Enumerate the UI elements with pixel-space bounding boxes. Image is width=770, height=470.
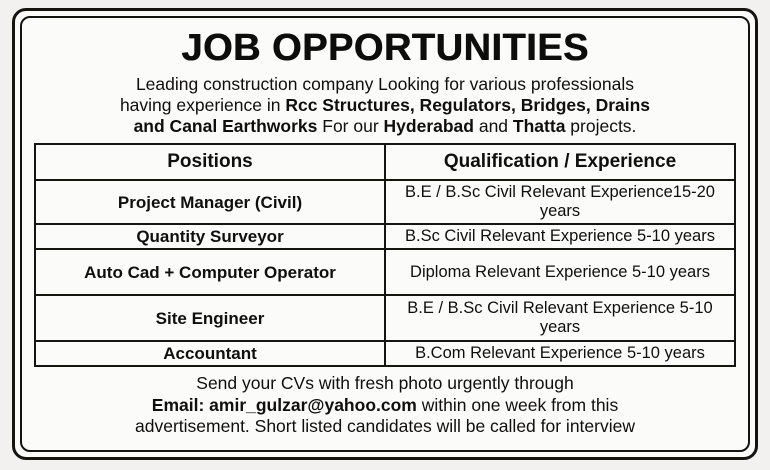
intro-disciplines-1: Rcc Structures, Regulators, Bridges, Drains	[285, 95, 651, 115]
cell-qualification: B.Sc Civil Relevant Experience 5-10 years	[385, 224, 735, 249]
cell-position: Site Engineer	[35, 295, 385, 341]
ad-intro-paragraph	[38, 74, 732, 137]
intro-location-1: Hyderabad	[383, 116, 474, 136]
footer-email-line	[34, 395, 736, 416]
ad-headline: JOB OPPORTUNITIES	[181, 27, 589, 69]
table-row	[35, 295, 735, 341]
table-header-row	[35, 144, 735, 180]
cell-qualification: B.E / B.Sc Civil Relevant Experience15-20 years	[385, 180, 735, 224]
cell-position: Accountant	[35, 341, 385, 366]
table-row	[35, 180, 735, 224]
intro-location-2: Thatta	[512, 116, 566, 136]
cell-position: Quantity Surveyor	[35, 224, 385, 249]
intro-and: and	[473, 116, 513, 136]
cell-qualification: Diploma Relevant Experience 5-10 years	[385, 249, 735, 295]
footer-deadline-text: within one week from this	[416, 395, 619, 415]
cell-qualification: B.E / B.Sc Civil Relevant Experience 5-10 years	[385, 295, 735, 341]
intro-disciplines-2: and Canal Earthworks	[133, 116, 318, 136]
intro-projects: projects.	[565, 116, 637, 136]
intro-line-2-prefix: having experience in	[119, 95, 286, 115]
cell-position: Auto Cad + Computer Operator	[35, 249, 385, 295]
table-row	[35, 341, 735, 366]
ad-footer	[34, 373, 736, 437]
email-label: Email:	[151, 395, 210, 415]
footer-line-3: advertisement. Short listed candidates will be called for interview	[135, 416, 635, 436]
advertisement-inner-border	[20, 16, 750, 452]
cell-position: Project Manager (Civil)	[35, 180, 385, 224]
jobs-table	[34, 143, 736, 367]
table-row	[35, 224, 735, 249]
column-header-positions: Positions	[35, 144, 385, 180]
table-row	[35, 249, 735, 295]
email-address[interactable]: amir_gulzar@yahoo.com	[209, 395, 417, 415]
intro-for-our: For our	[317, 116, 384, 136]
advertisement-outer-border	[12, 8, 758, 460]
column-header-qualification: Qualification / Experience	[385, 144, 735, 180]
footer-line-1: Send your CVs with fresh photo urgently through	[196, 373, 574, 393]
intro-line-1: Leading construction company Looking for various professionals	[135, 74, 635, 94]
cell-qualification: B.Com Relevant Experience 5-10 years	[385, 341, 735, 366]
